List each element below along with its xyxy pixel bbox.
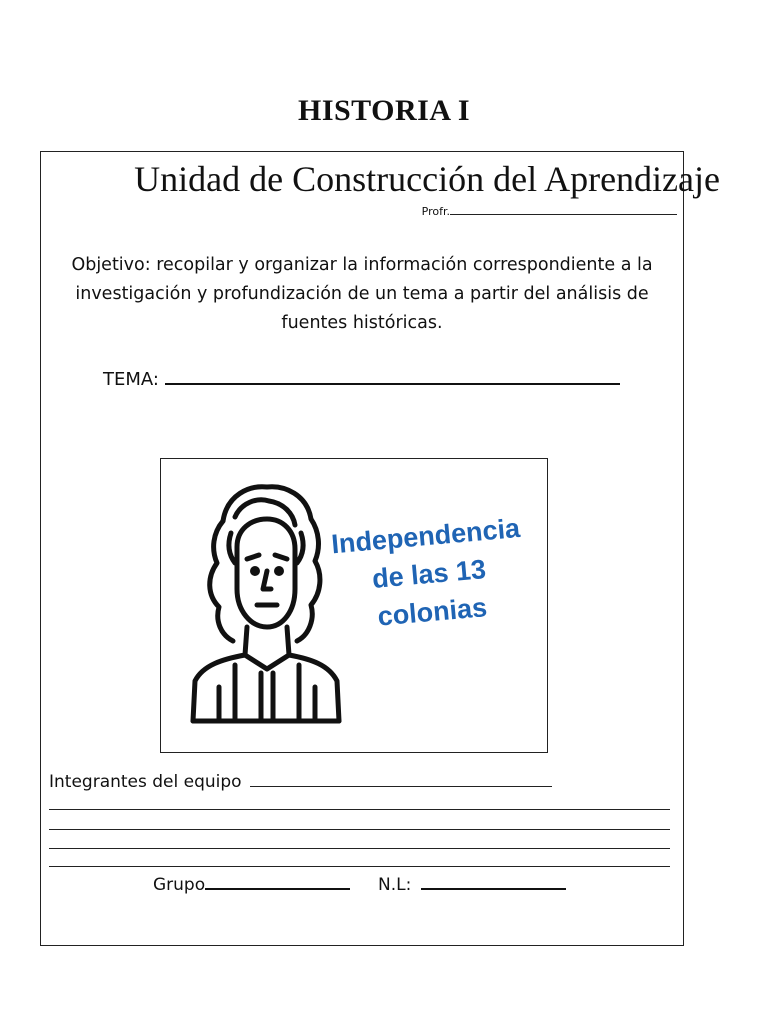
list-number-label: N.L: xyxy=(378,875,412,895)
worksheet-card xyxy=(40,151,720,946)
list-number-blank-line[interactable] xyxy=(421,874,566,890)
group-blank-line[interactable] xyxy=(205,874,350,890)
list-number-field xyxy=(378,874,566,895)
topic-field xyxy=(103,367,620,390)
group-label: Grupo xyxy=(153,875,206,895)
team-members-label: Integrantes del equipo xyxy=(49,772,242,792)
team-member-line[interactable] xyxy=(49,809,670,810)
objective-line: fuentes históricas. xyxy=(281,313,443,333)
team-members-field xyxy=(49,772,552,792)
topic-image xyxy=(160,458,548,753)
team-member-line[interactable] xyxy=(49,866,670,867)
team-member-line[interactable] xyxy=(49,829,670,830)
teacher-label: Profr. xyxy=(421,205,450,218)
topic-label: TEMA: xyxy=(103,369,159,390)
objective-text xyxy=(49,251,675,338)
objective-line: Objetivo: recopilar y organizar la información correspondiente a la xyxy=(71,255,653,275)
image-caption-line: Independencia xyxy=(330,512,522,560)
image-caption xyxy=(324,509,533,640)
image-caption-line: colonias xyxy=(376,592,489,632)
page-title: HISTORIA I xyxy=(297,94,471,127)
image-caption-line: de las 13 xyxy=(370,554,488,594)
team-members-blank-line[interactable] xyxy=(250,772,552,787)
teacher-field xyxy=(422,204,677,218)
team-member-line[interactable] xyxy=(49,848,670,849)
objective-line: investigación y profundización de un tema a partir del análisis de xyxy=(75,284,649,304)
group-field xyxy=(153,874,350,895)
teacher-blank-line[interactable] xyxy=(450,204,677,215)
card-subtitle: Unidad de Construcción del Aprendizaje xyxy=(134,159,720,199)
topic-blank-line[interactable] xyxy=(165,367,620,385)
